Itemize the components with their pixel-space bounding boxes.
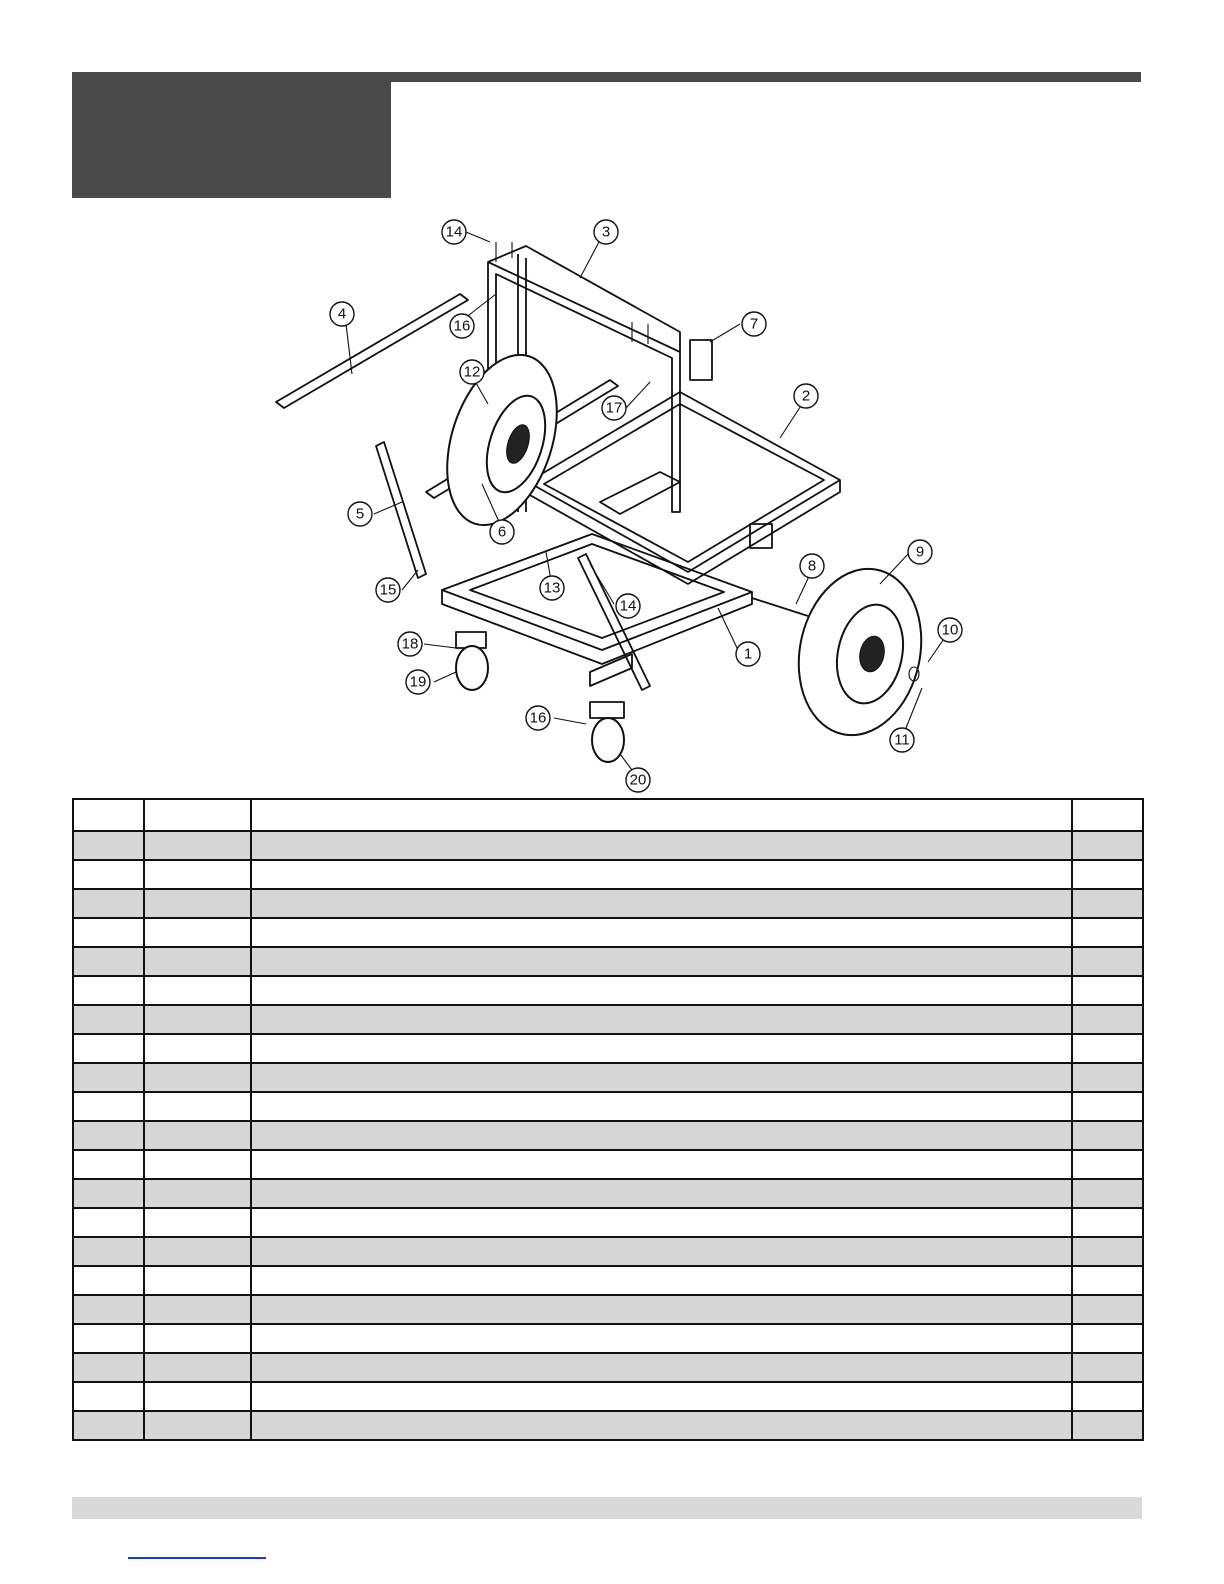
svg-text:16: 16: [453, 317, 471, 335]
table-row: [73, 976, 1143, 1005]
table-cell: [251, 1266, 1072, 1295]
table-cell: [1072, 1266, 1143, 1295]
front-casters: [456, 632, 624, 762]
callout-10: [938, 618, 962, 642]
table-cell: [144, 947, 251, 976]
table-cell: [144, 1295, 251, 1324]
table-cell: [144, 860, 251, 889]
footer-link[interactable]: [128, 1557, 266, 1559]
table-cell: [73, 1208, 144, 1237]
svg-text:18: 18: [401, 635, 419, 653]
callout-17: [602, 396, 626, 420]
table-cell: [251, 831, 1072, 860]
table-cell: [144, 1411, 251, 1440]
table-cell: [1072, 1092, 1143, 1121]
callout-5: [348, 502, 372, 526]
header-cell: [1072, 799, 1143, 831]
table-cell: [144, 1179, 251, 1208]
table-cell: [1072, 1324, 1143, 1353]
table-cell: [144, 976, 251, 1005]
tray-frame: [528, 392, 840, 584]
svg-text:2: 2: [801, 387, 811, 405]
svg-text:1: 1: [743, 645, 753, 663]
table-cell: [1072, 1034, 1143, 1063]
callout-19: [406, 670, 430, 694]
table-cell: [73, 1063, 144, 1092]
table-cell: [1072, 1005, 1143, 1034]
table-cell: [1072, 1295, 1143, 1324]
exploded-parts-diagram: [260, 212, 1000, 797]
svg-text:4: 4: [337, 305, 347, 323]
table-row: [73, 1237, 1143, 1266]
table-row: [73, 1208, 1143, 1237]
table-row: [73, 1324, 1143, 1353]
table-cell: [1072, 1063, 1143, 1092]
callout-14-bottom: [616, 594, 640, 618]
table-cell: [251, 1179, 1072, 1208]
callout-4: [330, 302, 354, 326]
callout-18: [398, 632, 422, 656]
table-cell: [251, 1121, 1072, 1150]
table-cell: [1072, 1150, 1143, 1179]
svg-text:6: 6: [497, 523, 507, 541]
table-cell: [251, 1411, 1072, 1440]
table-cell: [1072, 1237, 1143, 1266]
callout-13: [540, 576, 564, 600]
callout-3: [594, 220, 618, 244]
table-cell: [251, 860, 1072, 889]
table-cell: [251, 1034, 1072, 1063]
table-cell: [73, 1324, 144, 1353]
table-cell: [251, 918, 1072, 947]
table-cell: [73, 1179, 144, 1208]
table-cell: [1072, 1382, 1143, 1411]
parts-list-table: [72, 798, 1144, 1441]
svg-text:17: 17: [605, 399, 623, 417]
table-cell: [251, 976, 1072, 1005]
table-cell: [73, 1266, 144, 1295]
table-cell: [144, 1005, 251, 1034]
table-cell: [144, 831, 251, 860]
callout-11: [890, 728, 914, 752]
table-cell: [144, 889, 251, 918]
table-cell: [251, 1005, 1072, 1034]
svg-text:5: 5: [355, 505, 365, 523]
table-cell: [251, 1208, 1072, 1237]
svg-text:3: 3: [601, 223, 611, 241]
table-row: [73, 1063, 1143, 1092]
svg-text:12: 12: [463, 363, 481, 381]
table-cell: [73, 1092, 144, 1121]
svg-text:14: 14: [445, 223, 463, 241]
table-cell: [251, 947, 1072, 976]
svg-text:14: 14: [619, 597, 637, 615]
table-row: [73, 918, 1143, 947]
table-cell: [73, 1237, 144, 1266]
table-cell: [1072, 889, 1143, 918]
header-title-block: [72, 72, 391, 198]
table-row: [73, 1266, 1143, 1295]
callout-20: [626, 768, 650, 792]
table-cell: [144, 1150, 251, 1179]
table-cell: [144, 1121, 251, 1150]
table-row: [73, 1411, 1143, 1440]
table-cell: [144, 1266, 251, 1295]
table-cell: [144, 1237, 251, 1266]
table-cell: [73, 1382, 144, 1411]
table-cell: [1072, 1179, 1143, 1208]
table-cell: [73, 947, 144, 976]
table-cell: [73, 1005, 144, 1034]
callout-12: [460, 360, 484, 384]
table-row: [73, 1295, 1143, 1324]
table-header-row: [73, 799, 1143, 831]
table-cell: [144, 1034, 251, 1063]
table-cell: [1072, 1208, 1143, 1237]
callout-9: [908, 540, 932, 564]
table-row: [73, 1092, 1143, 1121]
table-cell: [251, 1295, 1072, 1324]
table-cell: [1072, 831, 1143, 860]
table-row: [73, 1150, 1143, 1179]
table-cell: [1072, 947, 1143, 976]
table-cell: [144, 1353, 251, 1382]
callout-14-top: [442, 220, 466, 244]
header-cell: [73, 799, 144, 831]
table-row: [73, 1353, 1143, 1382]
table-cell: [73, 860, 144, 889]
callout-7: [742, 312, 766, 336]
table-cell: [73, 1411, 144, 1440]
table-row: [73, 1005, 1143, 1034]
table-cell: [1072, 976, 1143, 1005]
callout-16-top: [450, 314, 474, 338]
svg-text:9: 9: [915, 543, 925, 561]
callout-8: [800, 554, 824, 578]
table-cell: [251, 1353, 1072, 1382]
table-row: [73, 831, 1143, 860]
callout-2: [794, 384, 818, 408]
svg-text:10: 10: [941, 621, 959, 639]
table-cell: [144, 1208, 251, 1237]
table-cell: [144, 918, 251, 947]
header-cell: [251, 799, 1072, 831]
table-cell: [1072, 1121, 1143, 1150]
table-row: [73, 1121, 1143, 1150]
table-cell: [1072, 1411, 1143, 1440]
table-cell: [1072, 918, 1143, 947]
svg-text:13: 13: [543, 579, 561, 597]
table-cell: [251, 889, 1072, 918]
table-cell: [251, 1237, 1072, 1266]
callout-1: [736, 642, 760, 666]
table-row: [73, 860, 1143, 889]
footer-bar: [72, 1497, 1142, 1519]
svg-text:8: 8: [807, 557, 817, 575]
svg-text:11: 11: [894, 731, 910, 749]
svg-text:20: 20: [629, 771, 647, 789]
callout-6: [490, 520, 514, 544]
table-cell: [73, 1295, 144, 1324]
table-cell: [73, 1034, 144, 1063]
table-cell: [144, 1324, 251, 1353]
svg-text:19: 19: [409, 673, 427, 691]
table-cell: [73, 976, 144, 1005]
table-cell: [251, 1063, 1072, 1092]
table-cell: [251, 1150, 1072, 1179]
table-cell: [73, 918, 144, 947]
table-cell: [73, 1353, 144, 1382]
svg-text:16: 16: [529, 709, 547, 727]
callout-16-bottom: [526, 706, 550, 730]
right-wheel: [784, 557, 936, 746]
table-cell: [144, 1092, 251, 1121]
svg-text:7: 7: [749, 315, 759, 333]
table-cell: [251, 1092, 1072, 1121]
table-cell: [251, 1382, 1072, 1411]
table-cell: [1072, 1353, 1143, 1382]
table-row: [73, 947, 1143, 976]
table-cell: [144, 1382, 251, 1411]
table-row: [73, 1179, 1143, 1208]
table-cell: [73, 889, 144, 918]
callout-15: [376, 578, 400, 602]
table-cell: [73, 831, 144, 860]
table-cell: [1072, 860, 1143, 889]
table-row: [73, 889, 1143, 918]
table-cell: [73, 1150, 144, 1179]
table-cell: [251, 1324, 1072, 1353]
table-cell: [144, 1063, 251, 1092]
table-row: [73, 1034, 1143, 1063]
table-row: [73, 1382, 1143, 1411]
svg-text:15: 15: [379, 581, 397, 599]
header-cell: [144, 799, 251, 831]
table-cell: [73, 1121, 144, 1150]
